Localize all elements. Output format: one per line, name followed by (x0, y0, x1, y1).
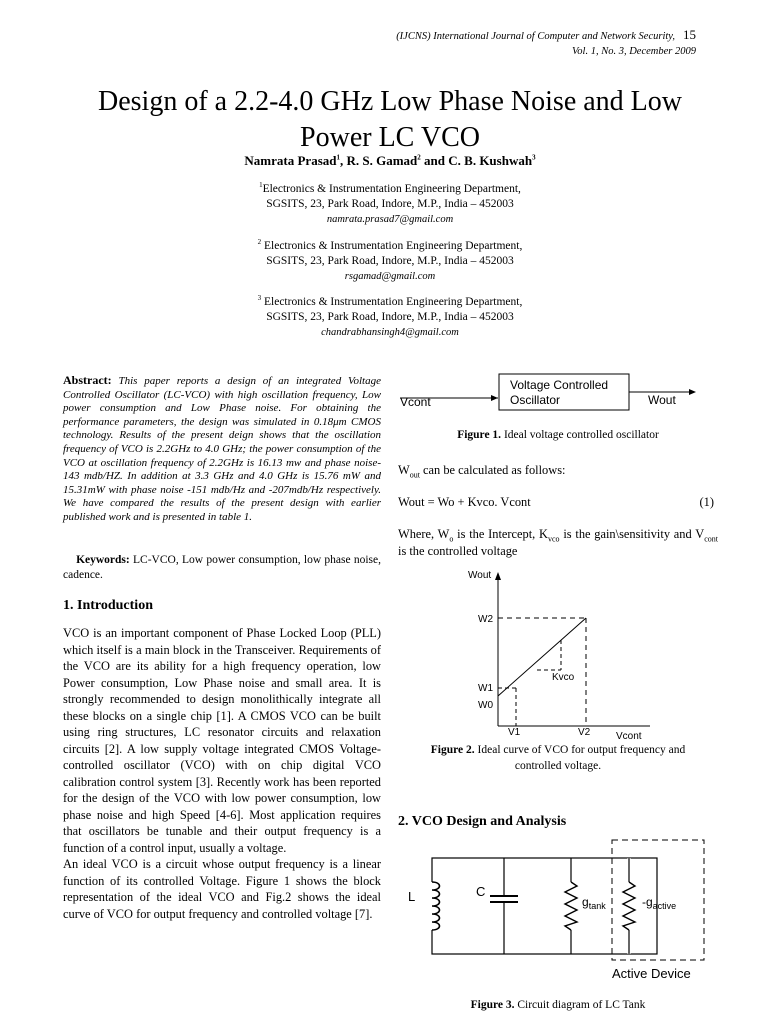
email-2[interactable]: rsgamad@gmail.com (344, 271, 436, 282)
wout-label: Wout (648, 393, 676, 407)
vcont-label: Vcont (400, 395, 431, 409)
inductor-label: L (408, 889, 416, 904)
figure-2-caption: Figure 2. Ideal curve of VCO for output frequency and controlled voltage. (430, 744, 686, 772)
author-list: Namrata Prasad$^1$, R. S. Gamad$^2$ and C. B. Kushwah$^3$ (244, 153, 536, 168)
affiliation-2: $^2$ Electronics & Instrumentation Engineering Department, SGSITS, 23, Park Road, Indore, M.P., India – 452003 rsgamad@gmail.com (190, 239, 590, 284)
y-axis-label: Wout (468, 570, 492, 581)
intro-paragraph-1: VCO is an important component of Phase Locked Loop (PLL) which itself is a main block in the Transceiver. Requirements of the VCO are its ability for a high frequency operation, low Power consumption, Low Phase noise and small area. It is strongly recommended to design monolithically integrate all these blocks on a single chip [1]. A CMOS VCO can be built using ring structures, LC resonator circuits and relaxation circuits [2]. A low supply voltage integrated CMOS Voltage-controlled oscillator (VCO) with on chip digital VCO calibration control system [3]. Recently work has been reported for the design of the VCO with low power consumption, low phase noise and high Speed [4-6]. Most application requires that oscillators be tunable and their output frequency is a function of a control input, usually a voltage. (63, 626, 381, 855)
v2-label: V2 (578, 727, 591, 738)
equation-1 (398, 495, 714, 510)
abstract-label: Abstract: (63, 373, 112, 387)
gactive-label: $-g_{active}$ (642, 895, 677, 911)
figure-1-caption: Figure 1. Ideal voltage controlled oscillator (457, 429, 659, 441)
equation-number: (1) (699, 495, 714, 509)
y-axis-arrow (495, 572, 501, 580)
intro-paragraph-2: An ideal VCO is a circuit whose output frequency is a linear function of its controlled Voltage. Figure 1 shows the block representation of the ideal VCO and Fig.2 shows the ideal curve of VCO for output frequency and controlled voltage [7]. (63, 857, 381, 921)
keywords-text: LC-VCO, Low power consumption, low phase noise, cadence. (63, 554, 382, 581)
vco-curve (498, 618, 586, 696)
section-1-heading: 1. Introduction (63, 598, 153, 613)
kvco-label: Kvco (552, 672, 575, 683)
vco-label-line1: Voltage Controlled (510, 378, 609, 392)
keywords-label: Keywords: (76, 554, 130, 566)
active-device-label: Active Device (612, 966, 691, 981)
w2-label: W2 (478, 614, 493, 625)
equation-text: Wout = Wo + Kvco. Vcont (398, 495, 531, 509)
intro-body (63, 625, 381, 922)
page-number: 15 (683, 27, 696, 42)
input-arrow (491, 395, 498, 401)
running-header (396, 27, 696, 59)
capacitor-label: C (476, 884, 486, 899)
figure-1-diagram (398, 366, 718, 418)
affiliation-1: $^1$Electronics & Instrumentation Engineering Department, SGSITS, 23, Park Road, Indore, M.P., India – 452003 namrata.prasad7@gmail.com (190, 182, 590, 227)
abstract (63, 374, 381, 525)
email-3[interactable]: chandrabhansingh4@gmail.com (321, 327, 459, 338)
where-text: Where, $W_o$ is the Intercept, $K_{vco}$ is the gain\sensitivity and $V_{cont}$ is the controlled voltage (398, 527, 718, 558)
affiliation-3: $^3$ Electronics & Instrumentation Engineering Department, SGSITS, 23, Park Road, Indore, M.P., India – 452003 chandrabhansingh4@gmail.com (190, 295, 590, 340)
output-arrow (689, 389, 696, 395)
v1-label: V1 (508, 727, 521, 738)
vco-label-line2: Oscillator (510, 393, 561, 407)
volume-info: Vol. 1, No. 3, December 2009 (572, 46, 696, 57)
wout-intro: $W_{out}$ can be calculated as follows: (398, 463, 566, 480)
figure-3-circuit (404, 838, 714, 988)
abstract-text: This paper reports a design of an integrated Voltage Controlled Oscillator (LC-VCO) with high oscillation frequency, Low power consumption and Low Phase noise. For obtaining the performance parameters, the design was simulated in 0.18μm CMOS technology. Results of the present deign shows that the oscillation frequency of VCO is 2.2GHz to 4.0 GHz; the power consumption of the VCO at oscillation frequency of 2.2GHz is 16.13 mw and phase noise-143 mdb/HZ. In addition at 3.3 GHz and 4.0 GHz is 15.76 mW and 15.31mW with phase noise -151 mdb/Hz and -207mdb/Hz respectively. We have compared the results of the present design with earlier published work and is presented in table 1. (63, 375, 382, 523)
figure-3-caption: Figure 3. Circuit diagram of LC Tank (470, 999, 646, 1011)
journal-name: (IJCNS) International Journal of Computer and Network Security, (396, 31, 675, 42)
x-axis-label: Vcont (616, 731, 642, 742)
section-2-heading: 2. VCO Design and Analysis (398, 814, 567, 829)
keywords (63, 553, 381, 583)
email-1[interactable]: namrata.prasad7@gmail.com (326, 214, 454, 225)
gtank-label: $g_{tank}$ (582, 895, 606, 911)
w0-label: W0 (478, 700, 493, 711)
paper-title: Design of a 2.2-4.0 GHz Low Phase Noise and Low Power LC VCO (98, 86, 682, 153)
figure-2-graph (440, 566, 665, 744)
w1-label: W1 (478, 683, 493, 694)
